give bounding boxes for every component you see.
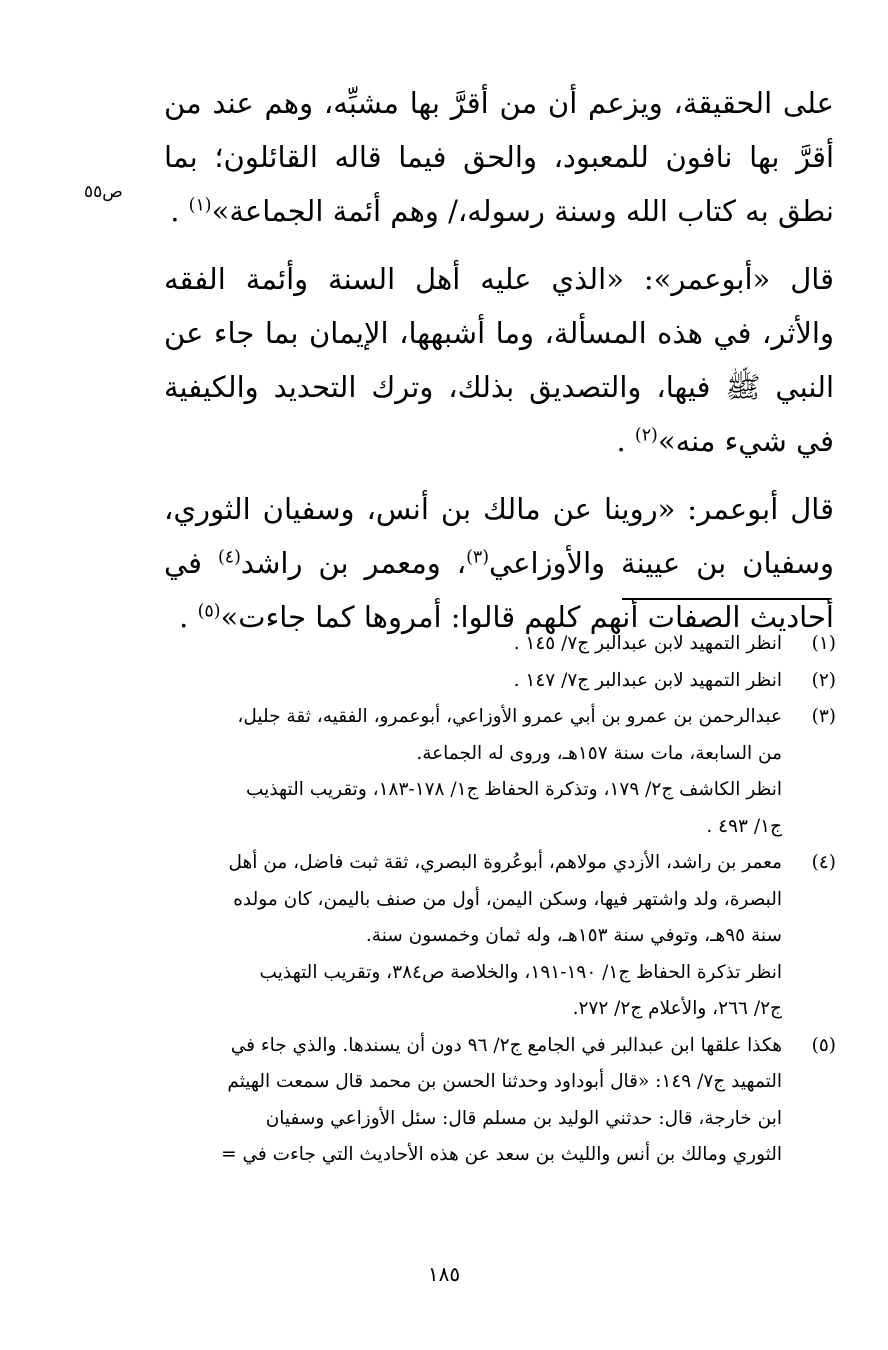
footnote-ref-5[interactable]: (٥): [197, 601, 221, 622]
footnote-line: هكذا علقها ابن عبدالبر في الجامع ج٢/ ٩٦ دون أن يسندها. والذي جاء في: [230, 1034, 782, 1056]
paragraph-3-text-c: في أحاديث الصفات أنهم كلهم قالوا: أمروها كما جاءت»: [164, 546, 834, 634]
footnote-number: (٥): [811, 1034, 836, 1056]
footnote-line: التمهيد ج٧/ ١٤٩: «قال أبوداود وحدثنا الحسن بن محمد قال سمعت الهيثم: [227, 1071, 782, 1092]
footnote-number: (٢): [811, 669, 836, 691]
footnote-line: انظر تذكرة الحفاظ ج١/ ١٩٠-١٩١، والخلاصة ص٣٨٤، وتقريب التهذيب: [259, 961, 782, 983]
main-text: [164, 76, 834, 658]
paragraph-1: [164, 76, 834, 238]
footnote-ref-4[interactable]: (٤): [217, 547, 241, 568]
footnote-item: [164, 1028, 836, 1174]
footnote-line: ابن خارجة، قال: حدثني الوليد بن مسلم قال: سئل الأوزاعي وسفيان: [265, 1107, 782, 1129]
footnote-line: انظر التمهيد لابن عبدالبر ج٧/ ١٤٧ .: [513, 669, 782, 691]
footnote-line: ج١/ ٤٩٣ .: [706, 815, 782, 837]
paragraph-3-text-a: قال أبوعمر: «روينا عن مالك بن أنس، وسفيان الثوري، وسفيان بن عيينة والأوزاعي: [164, 492, 835, 580]
margin-page-reference: ص٥٥: [84, 182, 123, 202]
paragraph-2-text: قال «أبوعمر»: «الذي عليه أهل السنة وأئمة الفقه والأثر، في هذه المسألة، وما أشبهها، الإيمان بما جاء عن النبي ﷺ فيها، والتصديق بذلك، وترك التحديد والكيفية في شيء منه»: [164, 262, 834, 458]
footnote-line: البصرة، ولد واشتهر فيها، وسكن اليمن، أول من صنف باليمن، كان مولده: [233, 888, 782, 910]
paragraph-3-end: .: [179, 600, 198, 634]
footnote-number: (٤): [811, 852, 836, 873]
footnote-item: [164, 699, 836, 845]
footnote-ref-3[interactable]: (٣): [466, 547, 489, 568]
paragraph-3-text-b: ، ومعمر بن راشد: [240, 546, 467, 580]
footnote-line: الثوري ومالك بن أنس والليث بن سعد عن هذه الأحاديث التي جاءت في =: [221, 1144, 782, 1165]
page-number: ١٨٥: [427, 1262, 461, 1286]
footnote-item: [164, 845, 836, 1028]
footnote-line: سنة ٩٥هـ، وتوفي سنة ١٥٣هـ، وله ثمان وخمسون سنة.: [365, 925, 782, 946]
paragraph-1-end: .: [170, 194, 189, 228]
footnote-line: انظر الكاشف ج٢/ ١٧٩، وتذكرة الحفاظ ج١/ ١٧٨-١٨٣، وتقريب التهذيب: [246, 779, 782, 800]
footnote-line: من السابعة، مات سنة ١٥٧هـ، وروى له الجماعة.: [416, 742, 782, 764]
paragraph-3: [164, 482, 834, 644]
footnote-line: انظر التمهيد لابن عبدالبر ج٧/ ١٤٥ .: [513, 633, 782, 654]
footnote-line: ج٢/ ٢٦٦، والأعلام ج٢/ ٢٧٢.: [572, 998, 782, 1019]
footnote-item: [164, 626, 836, 663]
footnote-number: (٣): [811, 706, 836, 727]
paragraph-2-end: .: [616, 424, 635, 458]
footnote-separator: [622, 598, 830, 600]
footnote-line: عبدالرحمن بن عمرو بن أبي عمرو الأوزاعي، أبوعمرو، الفقيه، ثقة جليل،: [237, 706, 782, 727]
footnote-ref-2[interactable]: (٢): [634, 425, 658, 446]
paragraph-1-text: على الحقيقة، ويزعم أن من أقرَّ بها مشبِّه، وهم عند من أقرَّ بها نافون للمعبود، والحق فيما قاله القائلون؛ بما نطق به كتاب الله وسنة رسوله،/ وهم أئمة الجماعة»: [164, 86, 834, 228]
footnotes: [164, 626, 836, 1174]
footnote-ref-1[interactable]: (١): [188, 195, 212, 216]
footnote-item: [164, 663, 836, 700]
footnote-line: معمر بن راشد، الأزدي مولاهم، أبوعُروة البصري، ثقة ثبت فاضل، من أهل: [228, 852, 782, 873]
paragraph-2: [164, 252, 834, 468]
footnote-number: (١): [811, 633, 836, 654]
